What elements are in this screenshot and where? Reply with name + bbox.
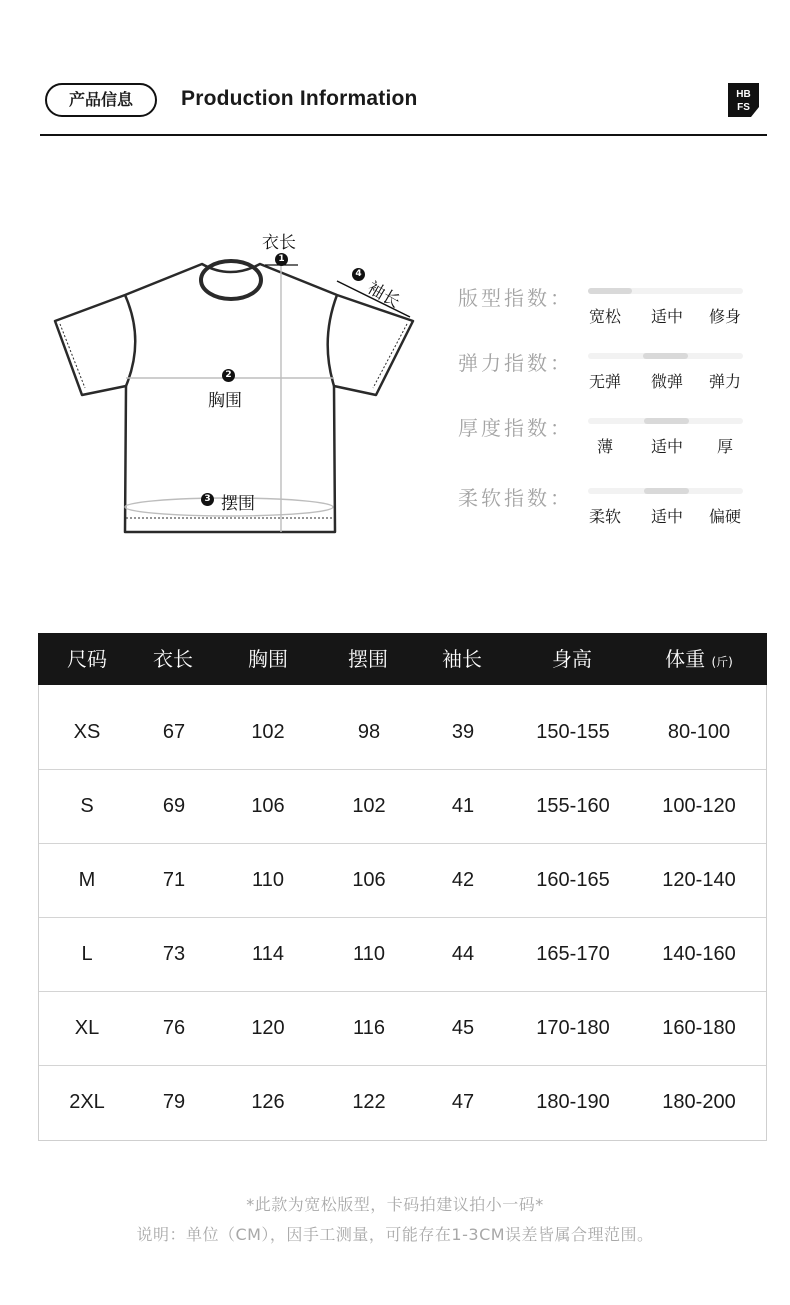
marker-1-icon: 1 xyxy=(275,253,288,266)
marker-2-icon: 2 xyxy=(222,369,235,382)
table-cell: XS xyxy=(73,721,101,743)
table-cell: 180-190 xyxy=(536,1091,610,1113)
size-table xyxy=(38,633,767,1141)
index-title: 柔软指数： xyxy=(458,486,573,510)
index-option: 宽松 xyxy=(588,307,621,326)
table-cell: 106 xyxy=(352,869,386,891)
table-cell: 102 xyxy=(352,795,386,817)
index-option: 厚 xyxy=(716,437,733,456)
table-cell: 180-200 xyxy=(662,1091,736,1113)
sleeve-label: 袖长 xyxy=(363,278,404,313)
fit-index-row xyxy=(455,282,755,332)
table-row xyxy=(39,843,766,918)
index-fill xyxy=(588,288,632,294)
table-cell: 110 xyxy=(353,943,385,965)
brand-logo xyxy=(728,83,759,117)
table-cell: 116 xyxy=(353,1017,385,1039)
table-cell: 67 xyxy=(162,721,186,743)
fit-note: *此款为宽松版型，卡码拍建议拍小一码* xyxy=(246,1195,544,1214)
table-row xyxy=(39,1065,766,1139)
index-option: 修身 xyxy=(708,307,741,326)
column-header: 衣长 xyxy=(153,647,193,671)
table-cell: 140-160 xyxy=(662,943,736,965)
index-fill xyxy=(644,488,689,494)
logo-line-2: FS xyxy=(737,102,750,113)
table-cell: 170-180 xyxy=(536,1017,610,1039)
index-option: 适中 xyxy=(650,307,683,326)
measurement-note: 说明：单位（CM），因手工测量，可能存在1-3CM误差皆属合理范围。 xyxy=(136,1225,654,1244)
length-label: 衣长 xyxy=(262,233,296,253)
index-option: 适中 xyxy=(650,437,683,456)
table-header xyxy=(38,633,767,685)
table-cell: 39 xyxy=(451,721,475,743)
logo-line-1: HB xyxy=(736,89,751,100)
index-option: 薄 xyxy=(596,437,613,456)
index-option: 弹力 xyxy=(708,372,741,391)
index-option: 适中 xyxy=(650,507,683,526)
index-title: 版型指数： xyxy=(458,286,573,310)
table-cell: 76 xyxy=(162,1017,186,1039)
table-row xyxy=(39,991,766,1066)
table-cell: 69 xyxy=(162,795,186,817)
index-track xyxy=(588,353,743,359)
index-fill xyxy=(643,353,688,359)
index-track xyxy=(588,488,743,494)
hem-label: 摆围 xyxy=(221,494,255,514)
table-cell: 100-120 xyxy=(662,795,736,817)
table-cell: 122 xyxy=(352,1091,386,1113)
table-cell: S xyxy=(80,795,94,817)
table-cell: 73 xyxy=(162,943,186,965)
page-title: Production Information xyxy=(181,87,418,110)
table-row xyxy=(39,769,766,844)
index-option: 柔软 xyxy=(588,507,621,526)
column-header: 袖长 xyxy=(442,647,482,671)
index-option: 无弹 xyxy=(588,372,621,391)
table-cell: 114 xyxy=(252,943,284,965)
column-header: 摆围 xyxy=(348,647,388,671)
table-row xyxy=(39,917,766,992)
table-cell: 165-170 xyxy=(536,943,610,965)
table-cell: 2XL xyxy=(69,1091,105,1113)
table-cell: 120 xyxy=(251,1017,285,1039)
column-header: 尺码 xyxy=(67,647,107,671)
table-cell: 160-165 xyxy=(536,869,610,891)
weight-unit: (斤) xyxy=(711,655,733,669)
column-header: 体重 xyxy=(665,647,706,671)
thickness-index-row xyxy=(455,412,755,462)
elasticity-index-row xyxy=(455,347,755,397)
chest-label: 胸围 xyxy=(208,391,242,411)
table-cell: 42 xyxy=(451,869,475,891)
index-title: 弹力指数： xyxy=(458,351,573,375)
marker-4-icon: 4 xyxy=(352,268,365,281)
table-cell: 79 xyxy=(162,1091,186,1113)
index-title: 厚度指数： xyxy=(458,416,573,440)
table-cell: 71 xyxy=(162,869,186,891)
column-header: 胸围 xyxy=(248,647,288,671)
header-divider xyxy=(40,134,767,136)
table-cell: 126 xyxy=(251,1091,285,1113)
table-cell: XL xyxy=(74,1017,100,1039)
index-track xyxy=(588,418,743,424)
measurement-diagram xyxy=(40,220,420,550)
table-cell: 44 xyxy=(451,943,475,965)
marker-3-icon: 3 xyxy=(201,493,214,506)
table-cell: 106 xyxy=(251,795,285,817)
index-fill xyxy=(644,418,689,424)
table-cell: 47 xyxy=(451,1091,475,1113)
softness-index-row xyxy=(455,482,755,532)
table-cell: M xyxy=(78,869,96,891)
index-track xyxy=(588,288,743,294)
index-option: 偏硬 xyxy=(708,507,741,526)
table-cell: 45 xyxy=(451,1017,475,1039)
table-cell: 150-155 xyxy=(536,721,610,743)
column-header: 身高 xyxy=(552,647,592,671)
table-cell: 160-180 xyxy=(662,1017,736,1039)
table-cell: L xyxy=(81,943,93,965)
index-option: 微弹 xyxy=(650,372,683,391)
table-cell: 41 xyxy=(451,795,475,817)
page-header xyxy=(40,80,767,138)
table-cell: 80-100 xyxy=(667,721,731,743)
table-cell: 110 xyxy=(252,869,284,891)
table-cell: 102 xyxy=(251,721,285,743)
table-cell: 98 xyxy=(357,721,381,743)
table-row xyxy=(39,695,766,770)
table-cell: 155-160 xyxy=(536,795,610,817)
table-cell: 120-140 xyxy=(662,869,736,891)
column-header-weight xyxy=(665,633,733,685)
section-badge: 产品信息 xyxy=(45,83,157,117)
